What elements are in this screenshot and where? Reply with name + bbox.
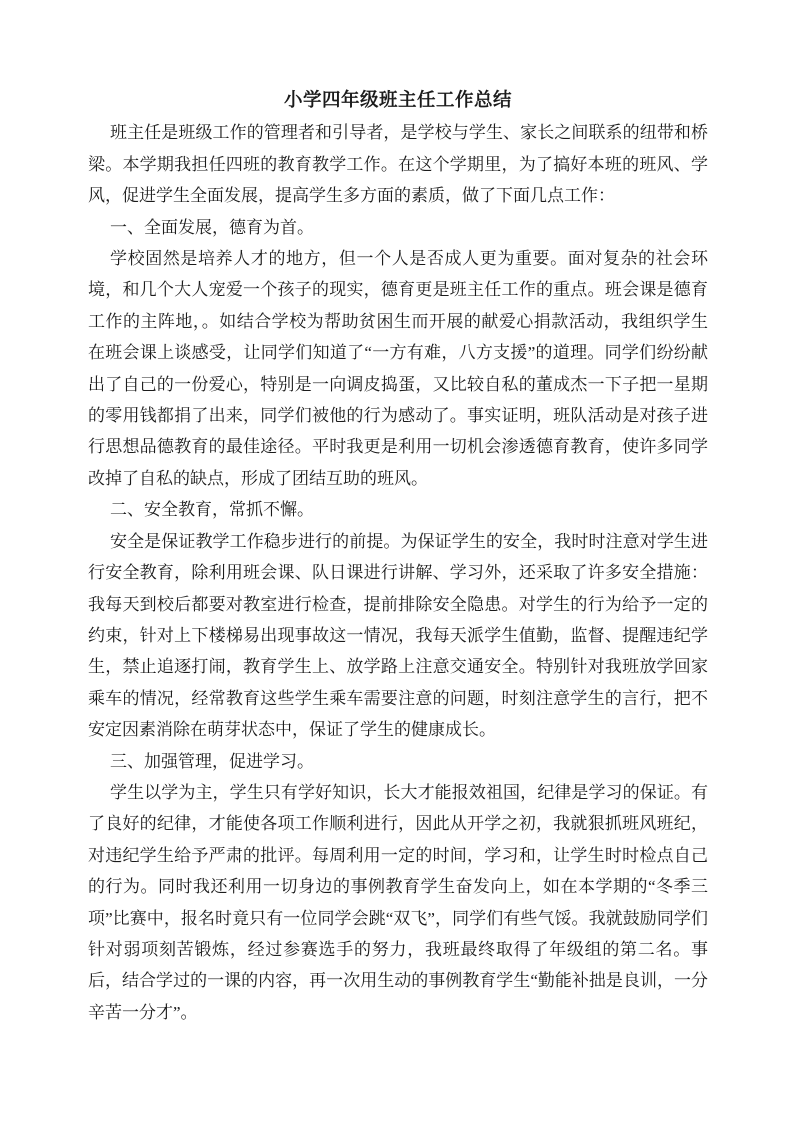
section-1-paragraph: 学校固然是培养人才的地方，但一个人是否成人更为重要。面对复杂的社会环境，和几个大人宠爱一个孩子的现实，德育更是班主任工作的重点。班会课是德育工作的主阵地，。如结合学校为帮助贫困生而开展的献爱心捐款活动，我组织学生在班会课上谈感受，让同学们知道了“一方有难，八方支援”的道理。同学们纷纷献出了自己的一份爱心，特别是一向调皮捣蛋，又比较自私的董成杰一下子把一星期的零用钱都捐了出来，同学们被他的行为感动了。事实证明，班队活动是对孩子进行思想品德教育的最佳途径。平时我更是利用一切机会渗透德育教育，使许多同学改掉了自私的缺点，形成了团结互助的班风。: [88, 249, 708, 488]
document-body: [88, 117, 708, 1028]
document-title: 小学四年级班主任工作总结: [283, 91, 512, 111]
section-3-heading: 三、加强管理，促进学习。: [110, 751, 314, 771]
section-2-heading: 二、安全教育，常抓不懈。: [110, 500, 314, 520]
intro-paragraph: 班主任是班级工作的管理者和引导者，是学校与学生、家长之间联系的纽带和桥梁。本学期我担任四班的教育教学工作。在这个学期里，为了搞好本班的班风、学风，促进学生全面发展，提高学生多方面的素质，做了下面几点工作：: [88, 123, 708, 206]
section-3-paragraph: 学生以学为主，学生只有学好知识，长大才能报效祖国，纪律是学习的保证。有了良好的纪律，才能使各项工作顺利进行，因此从开学之初，我就狠抓班风班纪，对违纪学生给予严肃的批评。每周利用一定的时间，学习和，让学生时时检点自己的行为。同时我还利用一切身边的事例教育学生奋发向上，如在本学期的“冬季三项”比赛中，报名时竟只有一位同学会跳“双飞”，同学们有些气馁。我就鼓励同学们针对弱项刻苦锻炼，经过参赛选手的努力，我班最终取得了年级组的第二名。事后，结合学过的一课的内容，再一次用生动的事例教育学生“勤能补拙是良训，一分辛苦一分才”。: [88, 782, 708, 1022]
section-2-paragraph: 安全是保证教学工作稳步进行的前提。为保证学生的安全，我时时注意对学生进行安全教育，除利用班会课、队日课进行讲解、学习外，还采取了许多安全措施：我每天到校后都要对教室进行检查，提前排除安全隐患。对学生的行为给予一定的约束，针对上下楼梯易出现事故这一情况，我每天派学生值勤，监督、提醒违纪学生，禁止追逐打闹，教育学生上、放学路上注意交通安全。特别针对我班放学回家乘车的情况，经常教育这些学生乘车需要注意的问题，时刻注意学生的言行，把不安定因素消除在萌芽状态中，保证了学生的健康成长。: [88, 531, 708, 740]
section-1-heading: 一、全面发展，德育为首。: [110, 217, 314, 237]
